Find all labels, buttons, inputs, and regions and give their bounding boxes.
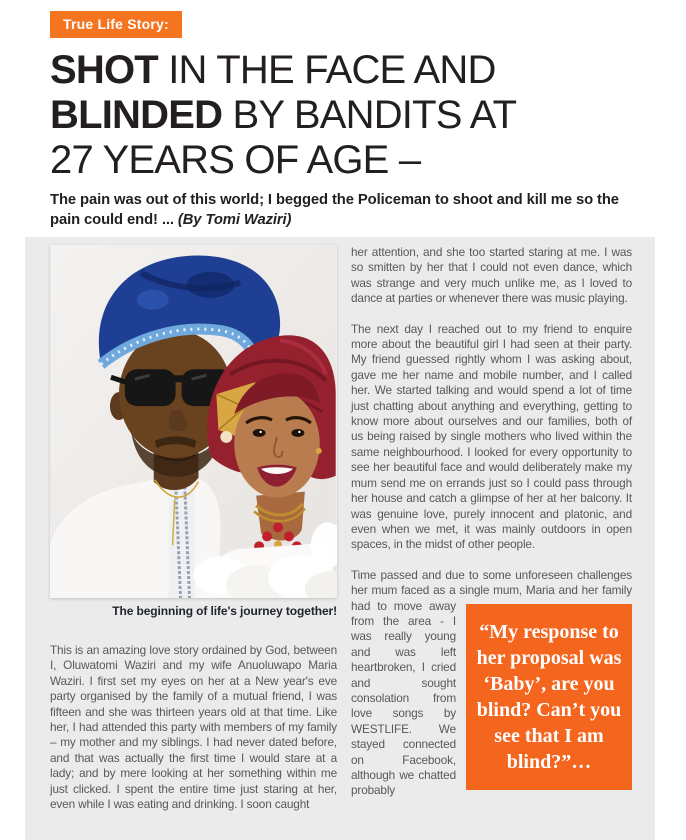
headline-rest-1: IN THE FACE AND <box>157 48 496 92</box>
left-column <box>50 245 337 827</box>
subhead <box>50 190 650 230</box>
couple-photo <box>50 245 337 598</box>
headline <box>50 48 650 183</box>
photo-caption: The beginning of life's journey together! <box>112 604 337 618</box>
headline-line-2 <box>50 93 650 138</box>
paragraph-right-1: her attention, and she too started staring at me. I was so smitten by her that I could not even dance, which was strange and very much unlike me, as I loved to dance at parties or whenever there was music playing. <box>351 245 632 306</box>
right-column <box>351 245 632 827</box>
headline-line-1 <box>50 48 650 93</box>
article-header <box>0 0 686 230</box>
paragraph-left: This is an amazing love story ordained by God, between I, Oluwatomi Waziri and my wife Anuoluwapo Maria Waziri. I first set my eyes on her at a New year's eve party organised by the family of a mutual friend, I was fifteen and she was thirteen years old at that time. Like her, I had attended this party with members of my family – my mother and my siblings. I had never dated before, and that was actually the first time I would stare at a lady; and by mere looking at her something within me just clicked. I spent the entire time just staring at her, even while I was eating and drinking. I soon caught <box>50 643 337 812</box>
pull-quote-text: “My response to her proposal was ‘Baby’, are you blind? Can’t you see that I am blind?”… <box>476 620 622 773</box>
headline-strong-2: BLINDED <box>50 93 223 137</box>
paragraph-right-3 <box>351 568 632 799</box>
headline-rest-2: BY BANDITS AT <box>222 93 517 137</box>
paragraph-right-2: The next day I reached out to my friend to enquire more about the beautiful girl I had seen at their party. My friend guessed rightly whom I was asking about, gave me her name and mobile number, and I called her. We started talking and would spend a lot of time just chatting about anything and everything, getting to know more about ourselves and our families, both of us being raised by single mothers who lived within the same neighbourhood. I looked for every opportunity to see her beautiful face and would deliberately make my mum send me on errands just so I could pass through her house and catch a glimpse of her at her balcony. It was genuine love, purely innocent and platonic, and even when we met, it was mainly outdoors in open spaces, in the midst of other people. <box>351 321 632 552</box>
paragraph-text-before-quote: Time passed and due to some unforeseen challenges her mum faced as a single mum, Maria <box>351 567 632 598</box>
category-tag: True Life Story: <box>50 11 182 38</box>
byline: (By Tomi Waziri) <box>177 212 292 228</box>
headline-line-3: 27 YEARS OF AGE – <box>50 138 421 182</box>
pull-quote-box <box>466 604 632 790</box>
paragraph-text-after-quote: and her family had to move away from the area - I was really young and was left heartbroken, I cried and sought consolation from love songs by WESTLIFE. We stayed connected on Facebook, although we chatted probably <box>351 583 632 798</box>
photo-figure <box>50 245 337 618</box>
columns <box>50 245 632 827</box>
headline-strong-1: SHOT <box>50 48 158 92</box>
subhead-text: The pain was out of this world; I begged the Policeman to shoot and kill me so the pain could end! ... <box>50 192 619 228</box>
article-body-panel <box>25 237 655 840</box>
